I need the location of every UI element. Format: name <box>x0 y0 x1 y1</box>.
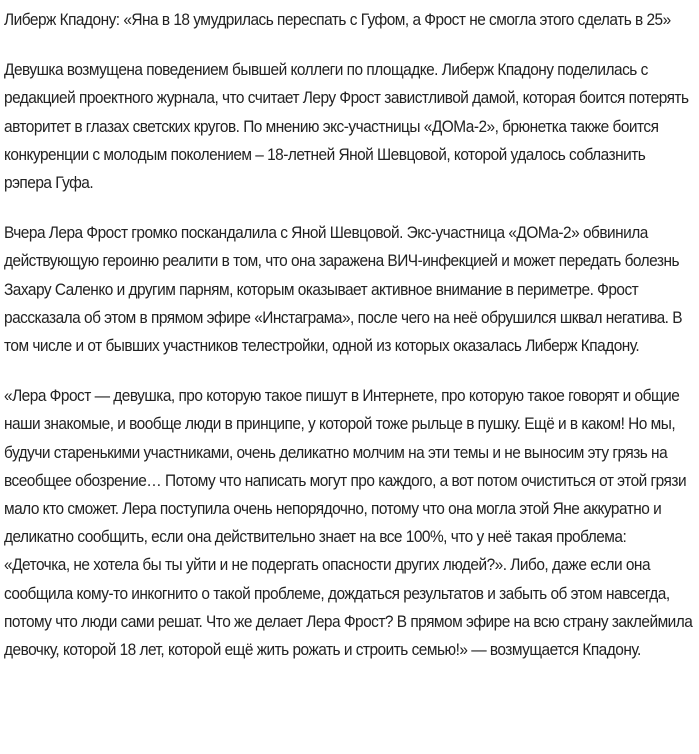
article-paragraph-1: Девушка возмущена поведением бывшей коллеги по площадке. Либерж Кпадону поделилась с редакцией проектного журнала, что считает Леру Фрост завистливой дамой, которая боится потерять авторитет в глазах светских кругов. По мнению экс-участницы «ДОМа-2», брюнетка также боится конкуренции с молодым поколением – 18-летней Яной Шевцовой, которой удалось соблазнить рэпера Гуфа. <box>4 60 689 193</box>
article-paragraph-3-quote: «Лера Фрост — девушка, про которую такое пишут в Интернете, про которую такое говорят и общие наши знакомые, и вообще люди в принципе, у которой тоже рыльце в пушку. Ещё и в каком! Но мы, будучи старенькими участниками, очень деликатно молчим на эти темы и не выносим эту грязь на всеобщее обозрение… Потому что написать могут про каждого, а вот потом очиститься от этой грязи мало кто сможет. Лера поступила очень непорядочно, потому что она могла этой Яне аккуратно и деликатно сообщить, если она действительно знает на все 100%, что у неё такая проблема: «Деточка, не хотела бы ты уйти и не подергать опасности других людей?». Либо, даже если она сообщила кому-то инкогнито о такой проблеме, дождаться результатов и забыть об этом навсегда, потому что люди сами решат. Что же делает Лера Фрост? В прямом эфире на всю страну заклеймила девочку, которой 18 лет, которой ещё жить рожать и строить семью!» — возмущается Кпадону. <box>4 386 693 660</box>
article-headline: Либерж Кпадону: «Яна в 18 умудрилась переспать с Гуфом, а Фрост не смогла этого сделать в 25» <box>4 10 671 29</box>
article-paragraph-2: Вчера Лера Фрост громко поскандалила с Яной Шевцовой. Экс-участница «ДОМа-2» обвинила действующую героиню реалити в том, что она заражена ВИЧ-инфекцией и может передать болезнь Захару Саленко и другим парням, которым оказывает активное внимание в периметре. Фрост рассказала об этом в прямом эфире «Инстаграма», после чего на неё обрушился шквал негатива. В том числе и от бывших участников телестройки, одной из которых оказалась Либерж Кпадону. <box>4 223 682 356</box>
